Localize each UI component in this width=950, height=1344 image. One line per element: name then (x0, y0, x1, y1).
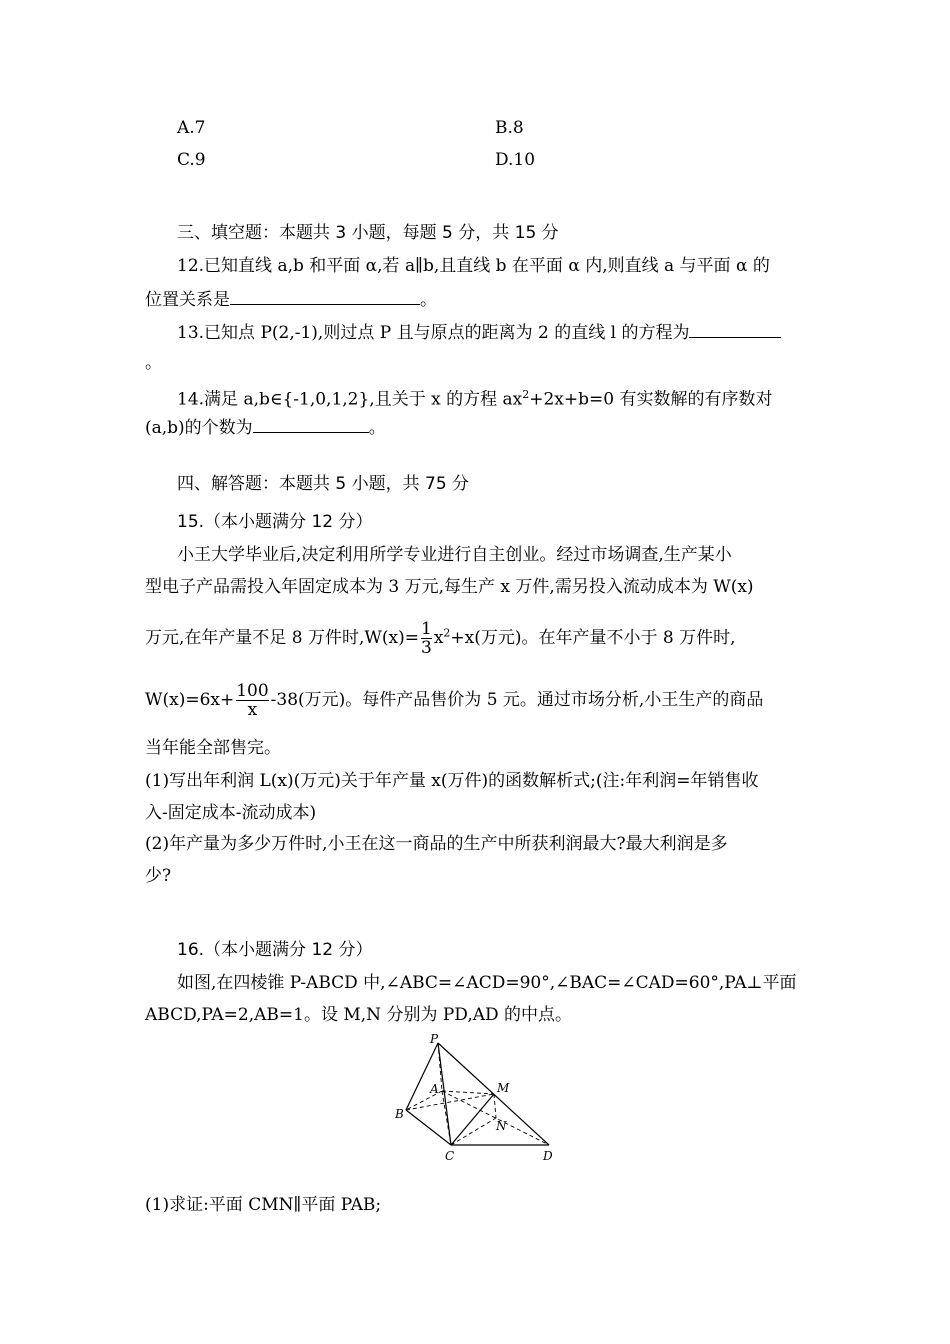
option-b: B.8 (495, 118, 524, 138)
pyramid-figure (392, 1030, 562, 1165)
q15-s1-line1: (1)写出年利润 L(x)(万元)关于年产量 x(万件)的函数解析式;(注:年利润=年销售收 (145, 771, 759, 791)
q12-answer-blank (230, 288, 420, 305)
q16-head: 16.（本小题满分 12 分） (177, 940, 373, 960)
q14-line2 (145, 416, 386, 439)
q16-s1: (1)求证:平面 CMN∥平面 PAB; (145, 1195, 382, 1215)
q14-text-b: +2x+b=0 有实数解的有序数对 (529, 389, 773, 410)
edge-am (442, 1091, 494, 1094)
q12-end: 。 (420, 290, 437, 310)
edge-bm (406, 1094, 494, 1110)
q15-s1-line2: 入-固定成本-流动成本) (145, 803, 317, 823)
frac2-num: 100 (236, 681, 269, 701)
q13-text: 13.已知点 P(2,-1),则过点 P 且与原点的距离为 2 的直线 l 的方程为 (177, 323, 690, 343)
q15-p5: 当年能全部售完。 (145, 738, 281, 758)
label-n: N (496, 1119, 507, 1133)
edge-pc (438, 1043, 451, 1145)
q14-end: 。 (368, 418, 386, 438)
label-m: M (497, 1081, 510, 1095)
fraction-100-over-x (236, 682, 268, 719)
section3-title: 三、填空题：本题共 3 小题，每题 5 分，共 15 分 (177, 223, 559, 243)
edge-cm (451, 1094, 494, 1145)
q15-p3-a: 万元,在年产量不足 8 万件时,W(x)= (145, 628, 419, 648)
q13-answer-blank (689, 321, 781, 338)
q15-s2-line2: 少? (145, 866, 172, 886)
q15-s2-line1: (2)年产量为多少万件时,小王在这一商品的生产中所获利润最大?最大利润是多 (145, 834, 728, 854)
q15-head: 15.（本小题满分 12 分） (177, 512, 373, 532)
edge-cn (451, 1118, 496, 1145)
option-a: A.7 (177, 118, 206, 138)
option-c: C.9 (177, 150, 206, 170)
label-a: A (430, 1082, 439, 1096)
q14-answer-blank (253, 416, 369, 433)
q15-p3-x: x (433, 628, 444, 648)
q14-sup: 2 (522, 388, 530, 401)
q12-text: 位置关系是 (145, 290, 230, 310)
q16-p2: ABCD,PA=2,AB=1。设 M,N 分别为 PD,AD 的中点。 (145, 1005, 573, 1025)
frac1-num: 1 (421, 619, 432, 639)
q15-p4-b: -38(万元)。每件产品售价为 5 元。通过市场分析,小王生产的商品 (270, 690, 764, 710)
label-p: P (430, 1032, 439, 1046)
q15-p2: 型电子产品需投入年固定成本为 3 万元,每生产 x 万件,需另投入流动成本为 W(x) (145, 577, 754, 597)
frac1-den: 3 (421, 638, 432, 658)
edge-mn (494, 1094, 496, 1118)
q14-text-a: 14.满足 a,b∈{-1,0,1,2},且关于 x 的方程 ax (177, 389, 523, 410)
q15-p4 (145, 682, 763, 719)
q12-line1: 12.已知直线 a,b 和平面 α,若 a∥b,且直线 b 在平面 α 内,则直线 a 与平面 α 的 (177, 256, 770, 276)
frac2-den: x (247, 700, 258, 720)
q15-p3-sup: 2 (443, 626, 451, 640)
q14-text-2: (a,b)的个数为 (145, 418, 253, 438)
q15-p4-a: W(x)=6x+ (145, 690, 235, 710)
q15-p3-b: +x(万元)。在年产量不小于 8 万件时, (450, 628, 736, 648)
label-d: D (543, 1149, 553, 1163)
q13-line1 (177, 321, 781, 344)
q16-p1: 如图,在四棱锥 P-ABCD 中,∠ABC=∠ACD=90°,∠BAC=∠CAD=60°,PA⊥平面 (177, 973, 797, 993)
q13-line2: 。 (145, 353, 162, 373)
fraction-one-third (421, 620, 432, 657)
q15-p3 (145, 620, 736, 657)
q14-line1 (177, 384, 772, 411)
label-b: B (395, 1107, 404, 1121)
q12-line2 (145, 288, 437, 311)
edge-pb (406, 1043, 438, 1110)
edge-bc (406, 1110, 451, 1145)
q15-p1: 小王大学毕业后,决定利用所学专业进行自主创业。经过市场调查,生产某小 (177, 545, 732, 565)
label-c: C (445, 1149, 455, 1163)
section4-title: 四、解答题：本题共 5 小题，共 75 分 (177, 474, 470, 494)
option-d: D.10 (495, 150, 536, 170)
